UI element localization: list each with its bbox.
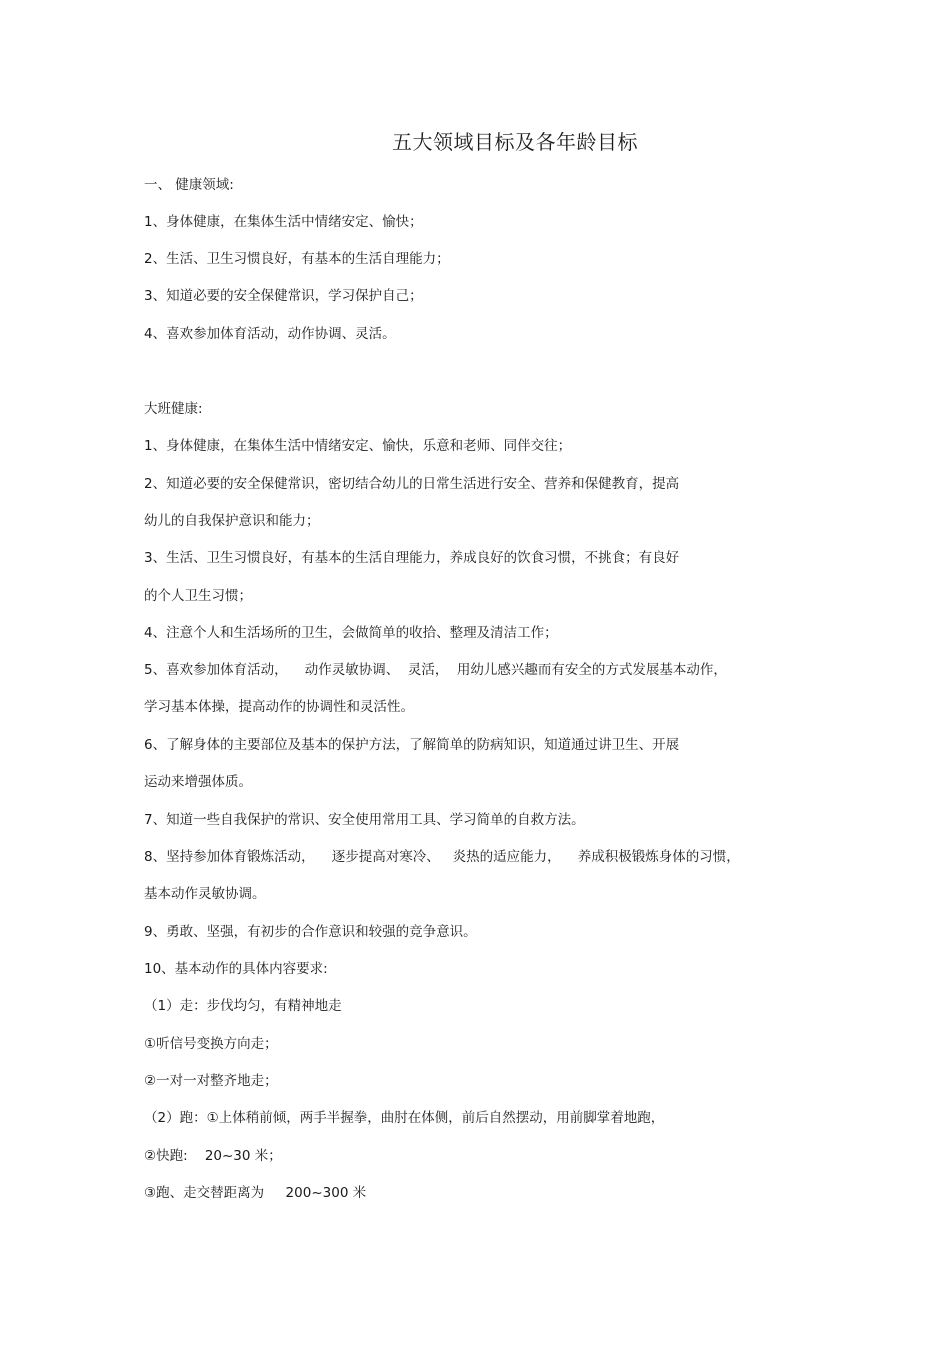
senior-line-1: 1、身体健康，在集体生活中情绪安定、愉快，乐意和老师、同伴交往；: [144, 438, 572, 454]
section-heading-health: 一、 健康领域:: [144, 177, 234, 193]
health-item-1: 1、身体健康，在集体生活中情绪安定、愉快；: [144, 214, 423, 230]
section-heading-senior-health: 大班健康:: [144, 401, 203, 417]
senior-line-3: 幼儿的自我保护意识和能力；: [144, 513, 320, 529]
senior-line-16: （1）走：步伐均匀，有精神地走: [144, 998, 342, 1014]
senior-line-4: 3、生活、卫生习惯良好，有基本的生活自理能力，养成良好的饮食习惯，不挑食；有良好: [144, 550, 680, 566]
senior-line-10: 运动来增强体质。: [144, 774, 252, 790]
senior-line-9: 6、了解身体的主要部位及基本的保护方法，了解简单的防病知识，知道通过讲卫生、开展: [144, 737, 680, 753]
senior-line-21: ③跑、走交替距离为 200~300 米: [144, 1185, 367, 1201]
senior-line-2: 2、知道必要的安全保健常识，密切结合幼儿的日常生活进行安全、营养和保健教育，提高: [144, 476, 680, 492]
senior-line-20: ②快跑: 20~30 米；: [144, 1148, 282, 1164]
senior-line-15: 10、基本动作的具体内容要求:: [144, 961, 328, 977]
senior-line-13: 基本动作灵敏协调。: [144, 886, 266, 902]
health-item-4: 4、喜欢参加体育活动，动作协调、灵活。: [144, 326, 396, 342]
document-title: 五大领域目标及各年龄目标: [392, 130, 638, 154]
senior-line-18: ②一对一对整齐地走；: [144, 1073, 278, 1089]
senior-line-11: 7、知道一些自我保护的常识、安全使用常用工具、学习简单的自救方法。: [144, 812, 585, 828]
senior-line-8: 学习基本体操，提高动作的协调性和灵活性。: [144, 699, 414, 715]
senior-line-17: ①听信号变换方向走；: [144, 1036, 278, 1052]
senior-line-12: 8、坚持参加体育锻炼活动， 逐步提高对寒冷、 炎热的适应能力， 养成积极锻炼身体的习惯，: [144, 849, 740, 865]
senior-line-19: （2）跑：①上体稍前倾，两手半握拳，曲肘在体侧，前后自然摆动，用前脚掌着地跑，: [144, 1110, 665, 1126]
senior-line-7: 5、喜欢参加体育活动， 动作灵敏协调、 灵活， 用幼儿感兴趣而有安全的方式发展基本动作，: [144, 662, 727, 678]
health-item-3: 3、知道必要的安全保健常识，学习保护自己；: [144, 288, 423, 304]
senior-line-14: 9、勇敢、坚强，有初步的合作意识和较强的竞争意识。: [144, 924, 477, 940]
health-item-2: 2、生活、卫生习惯良好，有基本的生活自理能力；: [144, 251, 450, 267]
senior-line-6: 4、注意个人和生活场所的卫生，会做简单的收拾、整理及清洁工作；: [144, 625, 558, 641]
senior-line-5: 的个人卫生习惯；: [144, 588, 252, 604]
